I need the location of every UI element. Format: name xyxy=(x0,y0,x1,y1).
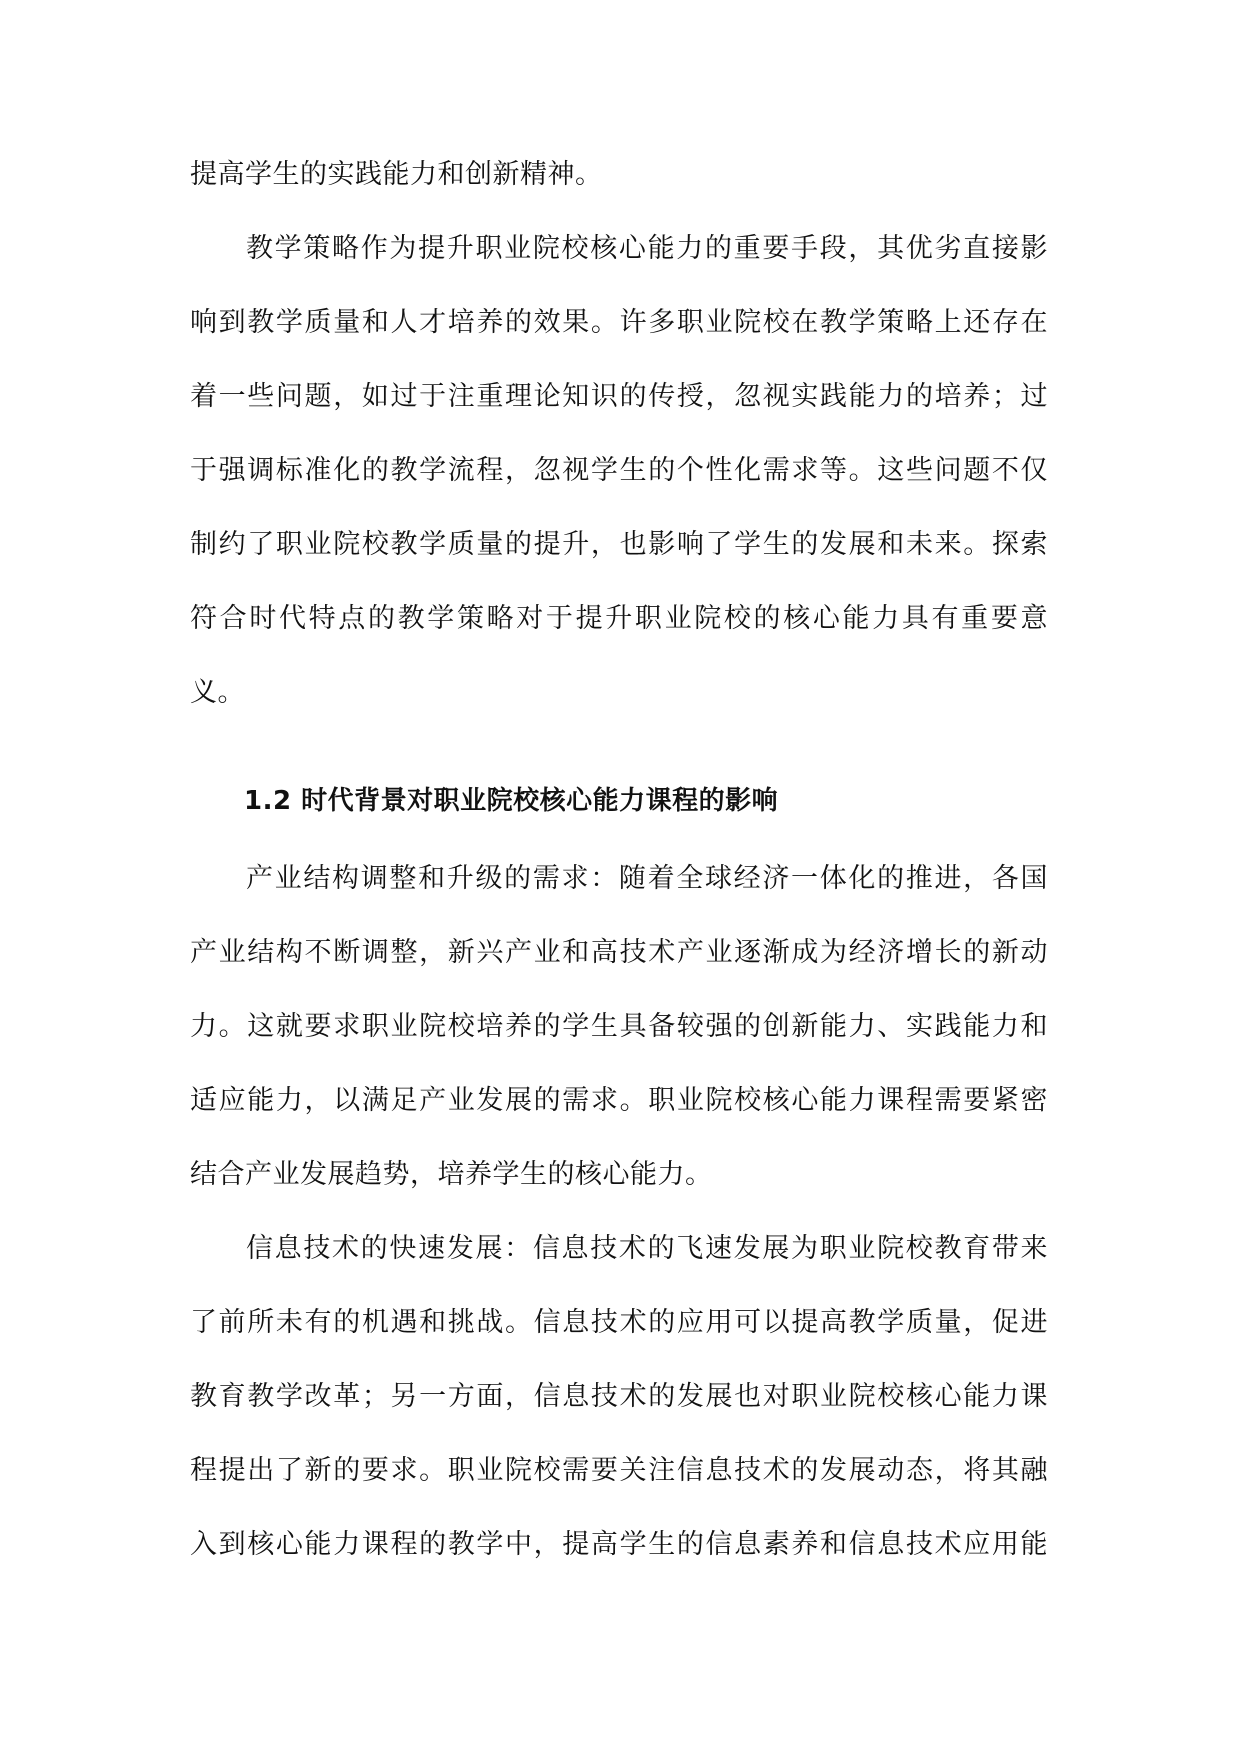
paragraph-line: 产业结构不断调整，新兴产业和高技术产业逐渐成为经济增长的新动 xyxy=(190,937,1048,968)
paragraph-line: 了前所未有的机遇和挑战。信息技术的应用可以提高教学质量，促进 xyxy=(190,1307,1048,1338)
paragraph-line: 结合产业发展趋势，培养学生的核心能力。 xyxy=(190,1159,713,1190)
paragraph-line: 符合时代特点的教学策略对于提升职业院校的核心能力具有重要意 xyxy=(190,603,1048,634)
paragraph-line: 响到教学质量和人才培养的效果。许多职业院校在教学策略上还存在 xyxy=(190,307,1048,338)
paragraph-line: 适应能力，以满足产业发展的需求。职业院校核心能力课程需要紧密 xyxy=(190,1085,1048,1116)
paragraph-line: 入到核心能力课程的教学中，提高学生的信息素养和信息技术应用能 xyxy=(190,1529,1048,1560)
paragraph-line: 信息技术的快速发展：信息技术的飞速发展为职业院校教育带来 xyxy=(246,1233,1048,1264)
paragraph-line: 产业结构调整和升级的需求：随着全球经济一体化的推进，各国 xyxy=(246,863,1048,894)
paragraph-line: 于强调标准化的教学流程，忽视学生的个性化需求等。这些问题不仅 xyxy=(190,455,1048,486)
paragraph-line: 程提出了新的要求。职业院校需要关注信息技术的发展动态，将其融 xyxy=(190,1455,1048,1486)
paragraph-line: 义。 xyxy=(190,677,245,708)
paragraph-line: 制约了职业院校教学质量的提升，也影响了学生的发展和未来。探索 xyxy=(190,529,1048,560)
paragraph-line: 教学策略作为提升职业院校核心能力的重要手段，其优劣直接影 xyxy=(246,233,1048,264)
paragraph-line: 提高学生的实践能力和创新精神。 xyxy=(190,159,603,190)
paragraph-line: 力。这就要求职业院校培养的学生具备较强的创新能力、实践能力和 xyxy=(190,1011,1048,1042)
paragraph-line: 教育教学改革；另一方面，信息技术的发展也对职业院校核心能力课 xyxy=(190,1381,1048,1412)
section-heading: 1.2 时代背景对职业院校核心能力课程的影响 xyxy=(244,786,779,816)
paragraph-line: 着一些问题，如过于注重理论知识的传授，忽视实践能力的培养；过 xyxy=(190,381,1048,412)
